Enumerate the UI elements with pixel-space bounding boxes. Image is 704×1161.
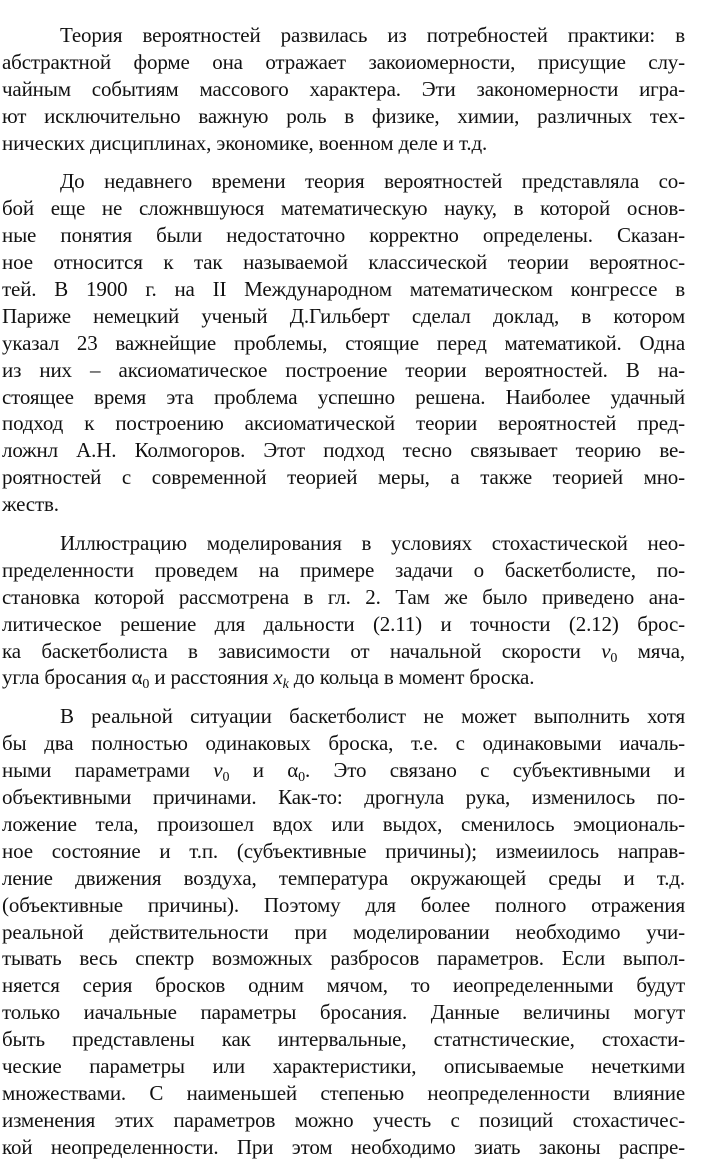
text-segment: угла бросания [2,665,127,690]
text-line: кой неопределенности. При этом необходимо зиать законы распре- [2,1134,685,1159]
text-line: литическое решение для дальности (2.11) и точности (2.12) брос- [2,611,685,636]
math-variable-v: v [601,638,611,663]
text-line: пределенности проведем на примере задачи о баскетболисте, по- [2,557,685,582]
text-line: чайным событиям массового характера. Эти закономерности игра- [2,76,685,101]
text-line: из них – аксиоматическое построение теории вероятностей. В на- [2,357,685,382]
text-line: стоящее время эта проблема успешно решена. Наиболее удачный [2,384,685,409]
math-subscript: 0 [298,770,305,786]
document-page [2,0,686,1159]
math-subscript: 0 [142,677,150,693]
text-line: ление движения воздуха, температура окружающей среды и т.д. [2,865,685,890]
text-segment: и расстояния [154,665,269,690]
text-segment: ными параметрами [2,758,190,783]
text-segment: . Это связано с субъективными и [304,758,686,783]
text-line: Париже немецкий ученый Д.Гильберт сделал доклад, в котором [2,303,685,328]
math-subscript: k [282,677,289,693]
text-line: подход к построению аксиоматической теории вероятностей пред- [2,411,685,436]
text-line: становка которой рассмотрена в гл. 2. Там же было приведено ана- [2,584,685,609]
text-line: ческие параметры или характеристики, описываемые нечеткими [2,1053,685,1078]
text-line: реальной действительности при моделировании необходимо учи- [2,919,685,944]
text-line: бы два полностью одинаковых броска, т.е. с одинаковыми иачаль- [2,731,685,756]
math-subscript: 0 [222,770,230,786]
math-variable-alpha: α [287,758,299,783]
text-line: ют исключительно важную роль в физике, химии, различных тех- [2,103,685,128]
text-line: жеств. [2,492,59,517]
math-variable-v: v [213,758,223,783]
text-line: тей. В 1900 г. на II Международном математическом конгрессе в [2,277,685,302]
text-segment: мяча, [637,638,685,663]
text-line: быть представлены как интервальные, статнстические, стохасти- [2,1027,685,1052]
text-line: роятностей с современной теорией меры, а также теорией мно- [2,465,685,490]
math-variable-x: x [273,665,283,690]
math-subscript: 0 [610,650,618,666]
text-line: Теория вероятностей развилась из потребностей практики: в [60,23,685,47]
text-line: ложение тела, произошел вдох или выдох, сменилось эмоциональ- [2,811,685,836]
text-line: няется серия бросков одним мячом, то иеопределенными будут [2,973,685,998]
math-variable-alpha: α [131,665,143,690]
paragraph-probability-theory-intro [2,22,685,156]
text-line: только иачальные параметры бросания. Данные величины могут [2,1000,685,1025]
text-line: Иллюстрацию моделирования в условиях стохастической нео- [60,531,685,556]
text-line: ное состояние и т.п. (субъективные причины); измеиилось направ- [2,838,685,863]
text-line: указал 23 важнейщие проблемы, стоящие перед математикой. Одна [2,330,685,355]
text-line: В реальной ситуации баскетболист не может выполнить хотя [60,704,685,729]
text-segment: до кольца в момент броска. [293,665,535,690]
text-line: бой еще не сложнвшуюся математическую науку, в которой основ- [2,196,685,221]
text-line: изменения этих параметров можно учесть с позиций стохастичес- [2,1107,685,1132]
text-line-with-formula [2,664,685,691]
text-line: ное относится к так называемой классической теории вероятнос- [2,250,685,275]
text-line: множествами. С наименьшей степенью неопределенности влияние [2,1080,685,1105]
paragraph-basketball-modeling [2,530,685,691]
text-line: ные понятия были недостаточно корректно определены. Сказан- [2,223,685,248]
text-segment: ка баскетболиста в зависимости от начальной скорости [2,638,581,663]
paragraph-real-situation [2,703,685,1160]
text-line: ложнл А.Н. Колмогоров. Этот подход тесно связывает теорию ве- [2,438,685,463]
text-line: абстрактной форме она отражает закоиомерности, присущие слу- [2,49,685,74]
text-line: (объективные причины). Поэтому для более полного отражения [2,892,685,917]
text-line: нических дисциплинах, экономике, военном деле и т.д. [2,130,488,155]
text-line: До недавнего времени теория вероятностей представляла со- [60,169,685,194]
paragraph-axiomatic-history [2,168,685,518]
text-segment: и [252,758,264,783]
text-line: тывать весь спектр возможных разбросов параметров. Если выпол- [2,946,685,971]
text-line: объективными причинами. Как-то: дрогнула рука, изменилось по- [2,785,685,810]
text-line-with-formula [2,757,685,784]
text-line-with-formula [2,638,685,665]
